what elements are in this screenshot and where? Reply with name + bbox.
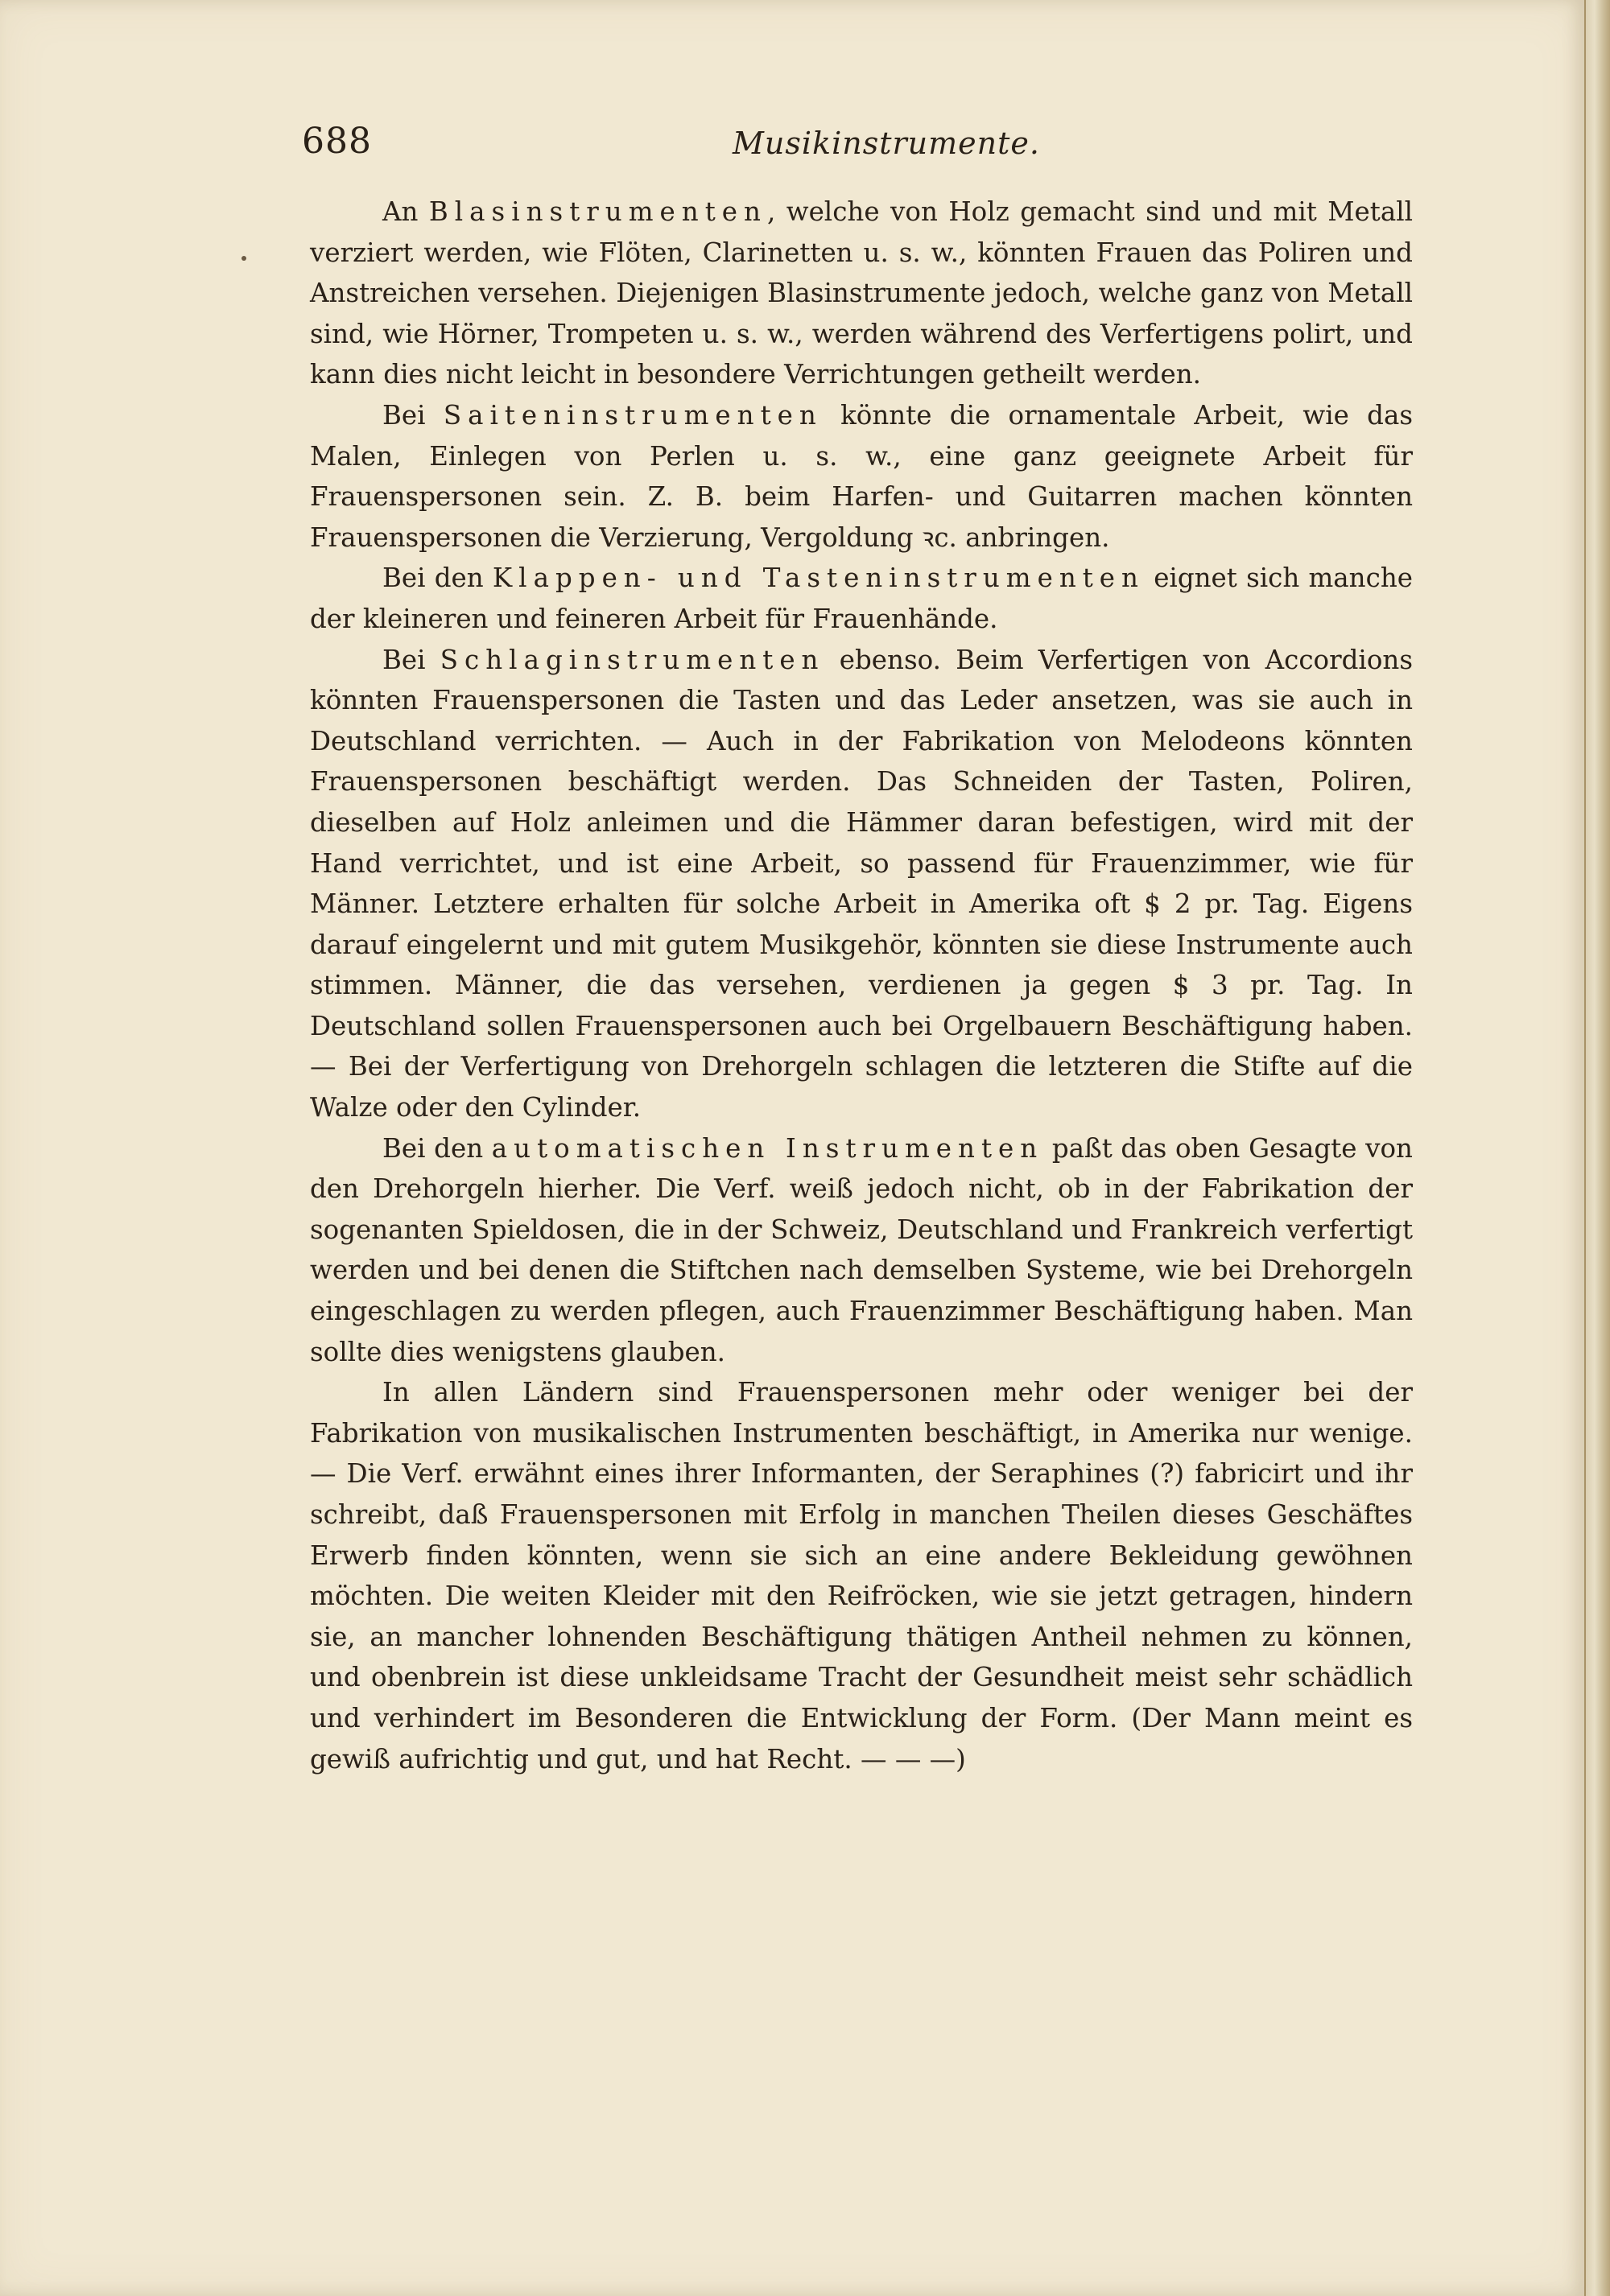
emphasized-term: Klappen- und Tasteninstrumenten (492, 563, 1145, 594)
page-edge (1584, 0, 1610, 2296)
paragraph-automatische-instrumente (310, 1128, 1413, 1373)
paragraph-text: Bei (382, 399, 444, 431)
paragraph-schlaginstrumente (310, 640, 1413, 1128)
paragraph-text: Bei (382, 644, 440, 675)
paragraph-text: Bei den (382, 1132, 492, 1164)
paragraph-saiteninstrumente (310, 395, 1413, 558)
emphasized-term: Blasinstrumenten (428, 196, 767, 227)
margin-mark (242, 256, 246, 261)
paragraph-text: paßt das oben Gesagte von den Drehorgeln hierher. Die Verf. weiß jedoch nicht, ob in der Fabrikation der sogenanten Spieldosen, die in der Schweiz, Deutschland und Frankreich verfertigt werden und bei denen die Stiftchen nach demselben Systeme, wie bei Drehorgeln eingeschlagen zu werden pflegen, auch Frauenzimmer Beschäftigung haben. Man sollte dies wenigstens glauben. (310, 1132, 1413, 1367)
emphasized-term: Schlaginstrumenten (440, 644, 825, 675)
emphasized-term: automatischen Instrumenten (491, 1132, 1044, 1164)
paragraph-text: An (382, 196, 429, 227)
paragraph-text: Bei den (382, 563, 493, 594)
paragraph-tasteninstrumente (310, 558, 1413, 639)
paragraph-text: eignet sich manche der kleineren und feineren Arbeit für Frauenhände. (310, 563, 1413, 634)
body-text (310, 192, 1413, 1779)
page-edge-line (1584, 0, 1586, 2296)
paragraph-blasinstrumente (310, 192, 1413, 395)
running-header (302, 121, 1413, 169)
paragraph-text: könnte die ornamentale Arbeit, wie das Malen, Einlegen von Perlen u. s. w., eine ganz geeignete Arbeit für Frauenspersonen sein. Z. B. beim Harfen- und Guitarren machen könnten Frauenspersonen die Verzierung, Vergoldung ꝛc. anbringen. (310, 399, 1413, 553)
paragraph-text: In allen Ländern sind Frauenspersonen mehr oder weniger bei der Fabrikation von musikalischen Instrumenten beschäftigt, in Amerika nur wenige. — Die Verf. erwähnt eines ihrer Informanten, der Seraphines (?) fabricirt und ihr schreibt, daß Frauenspersonen mit Erfolg in manchen Theilen dieses Geschäftes Erwerb finden könnten, wenn sie sich an eine andere Bekleidung gewöhnen möchten. Die weiten Kleider mit den Reifröcken, wie sie jetzt getragen, hindern sie, an mancher lohnenden Beschäftigung thätigen Antheil nehmen zu können, und obenbrein ist diese unkleidsame Tracht der Gesundheit meist sehr schädlich und verhindert im Besonderen die Entwicklung der Form. (Der Mann meint es gewiß aufrichtig und gut, und hat Recht. — — —) (310, 1377, 1413, 1775)
running-title: Musikinstrumente. (733, 126, 1040, 161)
page-number: 688 (302, 121, 372, 162)
paragraph-text: ebenso. Beim Verfertigen von Accordions könnten Frauenspersonen die Tasten und das Leder ansetzen, was sie auch in Deutschland verrichten. — Auch in der Fabrikation von Melodeons könnten Frauenspersonen beschäftigt werden. Das Schneiden der Tasten, Poliren, dieselben auf Holz anleimen und die Hämmer daran befestigen, wird mit der Hand verrichtet, und ist eine Arbeit, so passend für Frauenzimmer, wie für Männer. Letztere erhalten für solche Arbeit in Amerika oft $ 2 pr. Tag. Eigens darauf eingelernt und mit gutem Musikgehör, könnten sie diese Instrumente auch stimmen. Männer, die das versehen, verdienen ja gegen $ 3 pr. Tag. In Deutschland sollen Frauenspersonen auch bei Orgelbauern Beschäftigung haben. — Bei der Verfertigung von Drehorgeln schlagen die letzteren die Stifte auf die Walze oder den Cylinder. (310, 644, 1414, 1123)
paragraph-allgemein (310, 1372, 1413, 1779)
emphasized-term: Saiteninstrumenten (443, 399, 823, 431)
paragraph-text: , welche von Holz gemacht sind und mit Metall verziert werden, wie Flöten, Clarinetten u. s. w., könnten Frauen das Poliren und Anstreichen versehen. Diejenigen Blasinstrumente jedoch, welche ganz von Metall sind, wie Hörner, Trompeten u. s. w., werden während des Verfertigens polirt, und kann dies nicht leicht in besondere Verrichtungen getheilt werden. (310, 196, 1413, 390)
